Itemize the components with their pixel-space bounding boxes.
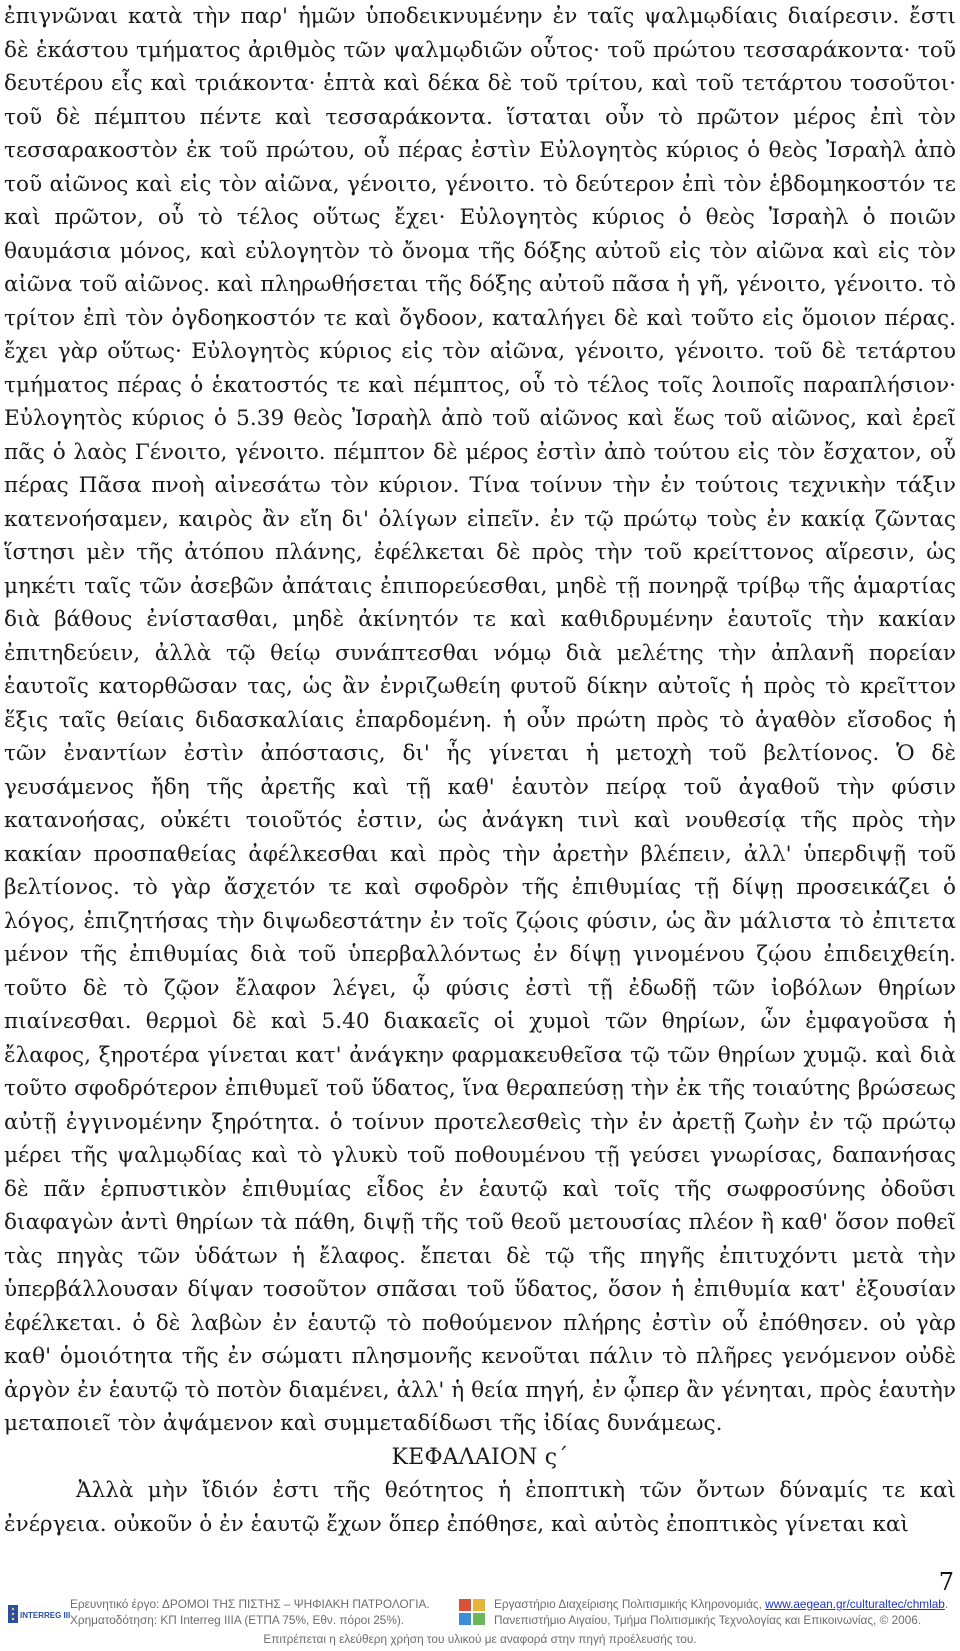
footer-lab-info (494, 1596, 956, 1628)
interreg-logo-text: INTERREG III (20, 1611, 71, 1620)
footer-project-info (70, 1596, 450, 1628)
footer-lab-line (494, 1596, 956, 1612)
footer-funding-line: Χρηματοδότηση: ΚΠ Interreg IIIA (ΕΤΠΑ 75%, Εθν. πόροι 25%). (70, 1613, 405, 1627)
lab-logo-icon (458, 1598, 486, 1626)
footer-lab-line-end: . (944, 1597, 949, 1611)
footer-usage-notice: Επιτρέπεται η ελεύθερη χρήση του υλικού με αναφορά στην πηγή προέλευσής του. (263, 1632, 697, 1646)
paragraph: ἐπιγνῶναι κατὰ τὴν παρ' ἡμῶν ὑποδεικνυμένην ἐν ταῖς ψαλμῳδίαις διαίρεσιν. ἔστι δὲ ἑκάστου τμήματος ἀριθμὸς τῶν ψαλμῳδιῶν οὗτος· τοῦ πρώτου τεσσαράκοντα· τοῦ δευτέρου εἷς καὶ τριάκοντα· ἑπτὰ καὶ δέκα δὲ τοῦ τρίτου, καὶ τοῦ τετάρτου τοσοῦτοι· τοῦ δὲ πέμπτου πέντε καὶ τεσσαράκοντα. ἵσταται οὖν τὸ πρῶτον μέρος ἐπὶ τὸν τεσσαρακοστὸν ἐκ τοῦ πρώτου, οὗ πέρας ἐστὶν Εὐλογητὸς κύριος ὁ θεὸς Ἰσραὴλ ἀπὸ τοῦ αἰῶνος καὶ εἰς τὸν αἰῶνα, γένοιτο, γένοιτο. τὸ δεύτερον ἐπὶ τὸν ἑβδομηκοστόν τε καὶ πρῶτον, οὗ τὸ τέλος οὕτως ἔχει· Εὐλογητὸς κύριος ὁ θεὸς Ἰσραὴλ ὁ ποιῶν θαυμάσια μόνος, καὶ εὐλογητὸν τὸ ὄνομα τῆς δόξης αὐτοῦ εἰς τὸν αἰῶνα καὶ εἰς τὸν αἰῶνα τοῦ αἰῶνος. καὶ πληρωθήσεται τῆς δόξης αὐτοῦ πᾶσα ἡ γῆ, γένοιτο, γένοιτο. τὸ τρίτον ἐπὶ τὸν ὀγδοηκοστόν τε καὶ ὄγδοον, καταλήγει δὲ καὶ τοῦτο εἰς ὅμοιον πέρας. ἔχει γὰρ οὕτως· Εὐλογητὸς κύριος εἰς τὸν αἰῶνα, γένοιτο, γένοιτο. τοῦ δὲ τετάρτου τμήματος πέρας ὁ ἑκατοστός τε καὶ πέμπτος, οὗ τὸ τέλος τοῖς λοιποῖς παραπλήσιον· Εὐλογητὸς κύριος ὁ 5.39 θεὸς Ἰσραὴλ ἀπὸ τοῦ αἰῶνος καὶ ἕως τοῦ αἰῶνος, καὶ ἐρεῖ πᾶς ὁ λαὸς Γένοιτο, γένοιτο. πέμπτον δὲ μέρος ἐστὶν ἀπὸ τούτου εἰς τὸν ἔσχατον, οὗ πέρας Πᾶσα πνοὴ αἰνεσάτω τὸν κύριον. Τίνα τοίνυν τὴν ἐν τούτοις τεχνικὴν τάξιν κατενοήσαμεν, καιρὸς ἂν εἴη δι' ὀλίγων εἰπεῖν. ἐν τῷ πρώτῳ τοὺς ἐν κακίᾳ ζῶντας ἵστησι μὲν τῆς ἀτόπου πλάνης, ἐφέλκεται δὲ πρὸς τὴν τοῦ κρείττονος αἵρεσιν, ὡς μηκέτι ταῖς τῶν ἀσεβῶν ἀπάταις ἐπιπορεύεσθαι, μηδὲ τῇ πονηρᾷ τρίβῳ τῆς ἁμαρτίας διὰ βάθους ἐνίστασθαι, μηδὲ ἀκίνητόν τε καὶ καθιδρυμένην ἑαυτοῖς τὴν κακίαν ἐπιτηδεύειν, ἀλλὰ τῷ θείῳ συνάπτεσθαι νόμῳ διὰ μελέτης τὴν ἀπλανῆ πορείαν ἑαυτοῖς κατορθῶσαν τας, ὡς ἂν ἐνριζωθείη φυτοῦ δίκην αὐτοῖς ἡ πρὸς τὸ κρεῖττον ἕξις ταῖς θείαις διδασκαλίαις ἐπαρδομένη. ἡ οὖν πρώτη πρὸς τὸ ἀγαθὸν εἴσοδος ἡ τῶν ἐναντίων ἐστὶν ἀπόστασις, δι' ἧς γίνεται ἡ μετοχὴ τοῦ βελτίονος. Ὁ δὲ γευσάμενος ἤδη τῆς ἀρετῆς καὶ τῇ καθ' ἑαυτὸν πείρᾳ τοῦ ἀγαθοῦ τὴν φύσιν κατανοήσας, οὐκέτι τοιοῦτός ἐστιν, ὡς ἀνάγκη τινὶ καὶ νουθεσίᾳ τῆς πρὸς τὴν κακίαν προσπαθείας ἀφέλκεσθαι καὶ πρὸς τὴν ἀρετὴν βλέπειν, ἀλλ' ὑπερδιψῇ τοῦ βελτίονος. τὸ γὰρ ἄσχετόν τε καὶ σφοδρὸν τῆς ἐπιθυμίας τῇ δίψῃ προσεικάζει ὁ λόγος, ἐπιζητήσας τὴν διψωδεστάτην ἐν τοῖς ζῴοις φύσιν, ὡς ἂν μάλιστα τὸ ἐπιτετα μένον τῆς ἐπιθυμίας διὰ τοῦ ὑπερβαλλόντως ἐν δίψῃ γινομένου ζῴου ἐπιδειχθείη. τοῦτο δὲ τὸ ζῷον ἔλαφον λέγει, ᾧ φύσις ἐστὶ τῇ ἐδωδῇ τῶν ἰοβόλων θηρίων πιαίνεσθαι. θερμοὶ δὲ καὶ 5.40 διακαεῖς οἱ χυμοὶ τῶν θηρίων, ὧν ἐμφαγοῦσα ἡ ἔλαφος, ξηροτέρα γίνεται κατ' ἀνάγκην φαρμακευθεῖσα τῷ τῶν θηρίων χυμῷ. καὶ διὰ τοῦτο σφοδρότερον ἐπιθυμεῖ τοῦ ὕδατος, ἵνα θεραπεύσῃ τὴν ἐκ τῆς τοιαύτης βρώσεως αὐτῇ ἐγγινομένην ξηρότητα. ὁ τοίνυν προτελεσθεὶς τὴν ἐν ἀρετῇ ζωὴν ἐν τῷ πρώτῳ μέρει τῆς ψαλμῳδίας καὶ τὸ γλυκὺ τοῦ ποθουμένου τῇ γεύσει γνωρίσας, δαπανήσας δὲ πᾶν ἑρπυστικὸν ἐπιθυμίας εἶδος ἐν ἑαυτῷ καὶ τοῖς τῆς σωφροσύνης ὀδοῦσι διαφαγὼν ἀντὶ θηρίων τὰ πάθη, διψῇ τῆς τοῦ θεοῦ μετουσίας πλέον ἢ καθ' ὅσον ποθεῖ τὰς πηγὰς τῶν ὑδάτων ἡ ἔλαφος. ἔπεται δὲ τῷ τῆς πηγῆς ἐπιτυχόντι μετὰ τὴν ὑπερβάλλουσαν δίψαν τοσοῦτον σπᾶσαι τοῦ ὕδατος, ὅσον ἡ ἐπιθυμία κατ' ἐξουσίαν ἐφέλκεται. ὁ δὲ λαβὼν ἐν ἑαυτῷ τὸ ποθούμενον πλήρης ἐστὶν οὗ ἐπόθησεν. οὐ γὰρ καθ' ὁμοιότητα τῆς ἐν σώματι πλησμονῆς κενοῦται πάλιν τὸ πλῆρες γενόμενον οὐδὲ ἀργὸν ἐν ἑαυτῷ τὸ ποτὸν διαμένει, ἀλλ' ἡ θεία πηγή, ἐν ᾧπερ ἂν γένηται, πρὸς ἑαυτὴν μεταποιεῖ τὸν ἀψάμενον καὶ συμμεταδίδωσι τῆς ἰδίας δυνάμεως. (4, 4, 956, 1436)
page-number: 7 (938, 1568, 954, 1596)
footer-project-line: Ερευνητικό έργο: ΔΡΟΜΟΙ ΤΗΣ ΠΙΣΤΗΣ – ΨΗΦΙΑΚΗ ΠΑΤΡΟΛΟΓΙΑ. (70, 1597, 430, 1611)
lab-website-link[interactable]: www.aegean.gr/culturaltec/chmlab (765, 1597, 945, 1611)
footer-lab-name: Εργαστήριο Διαχείρισης Πολιτισμικής Κληρονομιάς, (494, 1597, 762, 1611)
page-footer (0, 1595, 960, 1651)
paragraph: Ἀλλὰ μὴν ἴδιόν ἐστι τῆς θεότητος ἡ ἐποπτικὴ τῶν ὄντων δύναμίς τε καὶ ἐνέργεια. οὐκοῦν ὁ ἐν ἑαυτῷ ἔχων ὅπερ ἐπόθησε, καὶ αὐτὸς ἐποπτικὸς γίνεται καὶ (4, 1478, 956, 1537)
footer-university-line: Πανεπιστήμιο Αιγαίου, Τμήμα Πολιτισμικής Τεχνολογίας και Επικοινωνίας, © 2006. (494, 1613, 922, 1627)
chapter-heading: ΚΕΦΑΛΑΙΟΝ ς΄ (391, 1444, 569, 1470)
interreg-logo (8, 1603, 71, 1625)
document-body (4, 0, 956, 1541)
